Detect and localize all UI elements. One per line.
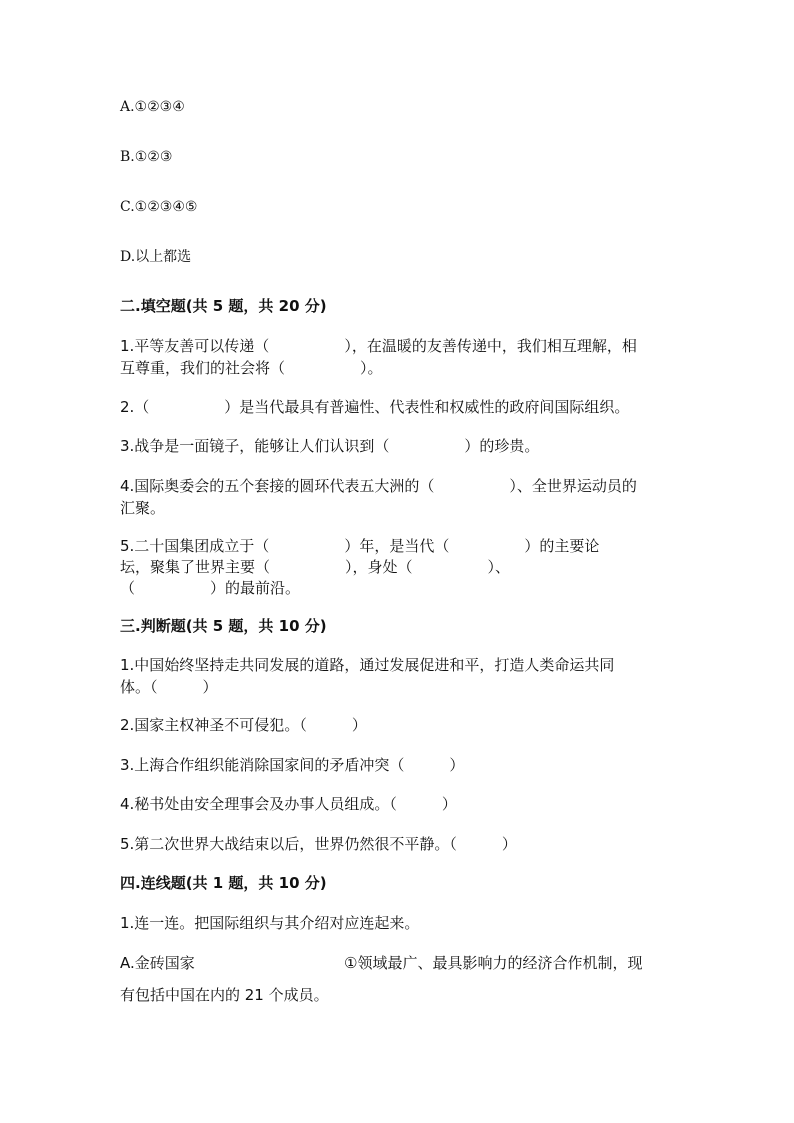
true-false-q2: 2.国家主权神圣不可侵犯。（ ） bbox=[120, 716, 367, 734]
fill-blank-q3: 3.战争是一面镜子，能够让人们认识到（ ）的珍贵。 bbox=[120, 437, 540, 455]
matching-desc-1-line1: ①领域最广、最具影响力的经济合作机制，现 bbox=[344, 954, 643, 972]
option-d: D.以上都选 bbox=[120, 249, 192, 265]
matching-desc-1-line2: 有包括中国在内的 21 个成员。 bbox=[120, 986, 329, 1004]
fill-blank-q5-line2: 坛，聚集了世界主要（ ），身处（ ）、 bbox=[120, 558, 511, 576]
matching-q1: 1.连一连。把国际组织与其介绍对应连起来。 bbox=[120, 914, 420, 932]
true-false-q3: 3.上海合作组织能消除国家间的矛盾冲突（ ） bbox=[120, 756, 465, 774]
option-c: C.①②③④⑤ bbox=[120, 199, 198, 215]
fill-blank-q1-line1: 1.平等友善可以传递（ ），在温暖的友善传递中，我们相互理解，相 bbox=[120, 337, 637, 355]
matching-item-a: A.金砖国家 bbox=[120, 954, 195, 972]
true-false-q5: 5.第二次世界大战结束以后，世界仍然很不平静。（ ） bbox=[120, 835, 517, 853]
fill-blank-q2: 2.（ ）是当代最具有普遍性、代表性和权威性的政府间国际组织。 bbox=[120, 398, 630, 416]
true-false-q1-line2: 体。（ ） bbox=[120, 678, 218, 696]
fill-blank-q1-line2: 互尊重，我们的社会将（ ）。 bbox=[120, 359, 383, 377]
option-a: A.①②③④ bbox=[120, 99, 185, 115]
fill-blank-q4-line1: 4.国际奥委会的五个套接的圆环代表五大洲的（ ）、全世界运动员的 bbox=[120, 477, 637, 495]
option-b: B.①②③ bbox=[120, 149, 173, 165]
section-heading-fill-blank: 二.填空题(共 5 题，共 20 分) bbox=[120, 297, 327, 315]
true-false-q1-line1: 1.中国始终坚持走共同发展的道路，通过发展促进和平，打造人类命运共同 bbox=[120, 656, 615, 674]
fill-blank-q4-line2: 汇聚。 bbox=[120, 499, 166, 517]
section-heading-true-false: 三.判断题(共 5 题，共 10 分) bbox=[120, 617, 327, 635]
section-heading-matching: 四.连线题(共 1 题，共 10 分) bbox=[120, 874, 327, 892]
fill-blank-q5-line3: （ ）的最前沿。 bbox=[120, 579, 301, 597]
true-false-q4: 4.秘书处由安全理事会及办事人员组成。（ ） bbox=[120, 795, 457, 813]
fill-blank-q5-line1: 5.二十国集团成立于（ ）年，是当代（ ）的主要论 bbox=[120, 537, 600, 555]
